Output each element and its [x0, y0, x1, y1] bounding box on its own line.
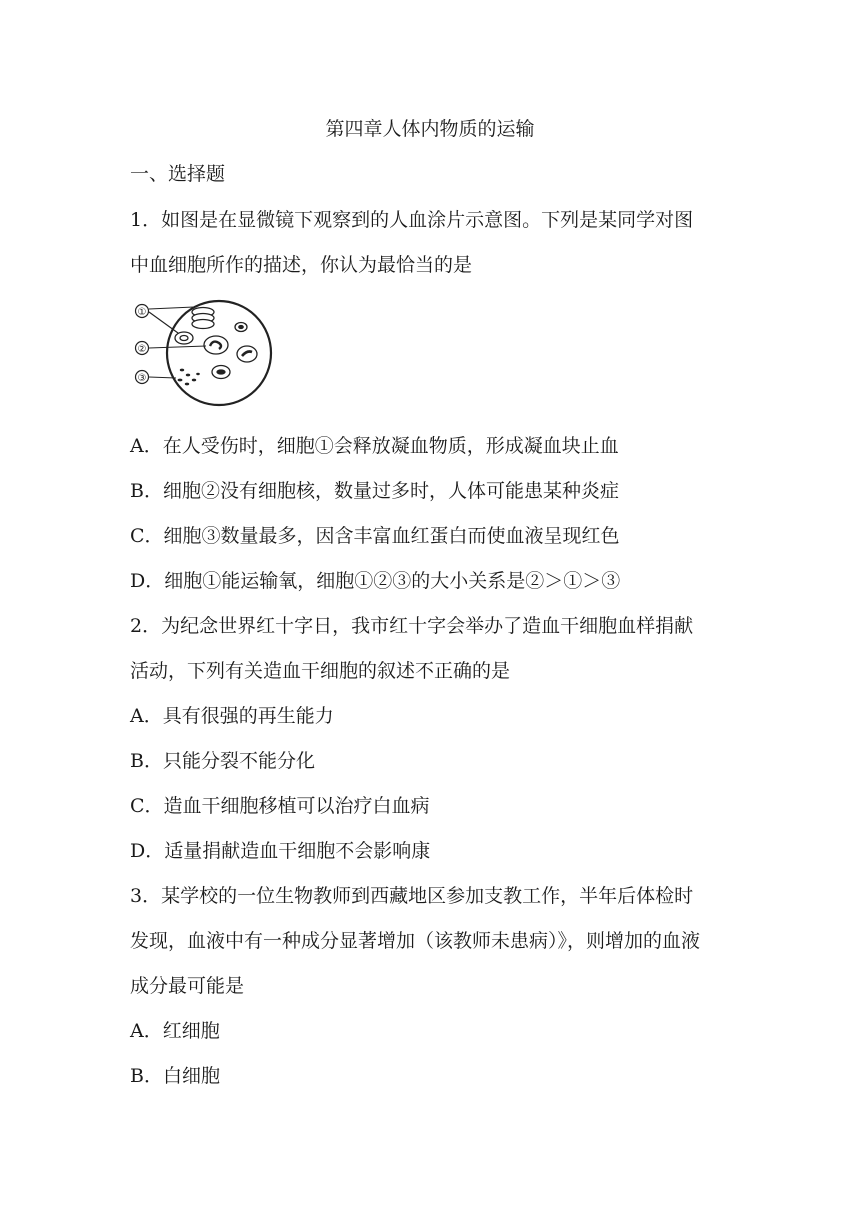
- question-1-stem-line-2: 中血细胞所作的描述，你认为最恰当的是: [130, 254, 473, 276]
- question-3-stem-line-3: 成分最可能是: [130, 975, 245, 997]
- question-2-stem-line-2: 活动，下列有关造血干细胞的叙述不正确的是: [130, 660, 511, 682]
- pointer-2: [149, 346, 206, 348]
- smear-field-circle: [167, 301, 271, 405]
- platelets: [178, 369, 200, 386]
- question-1-stem-line-1: 1．如图是在显微镜下观察到的人血涂片示意图。下列是某同学对图: [130, 209, 694, 231]
- question-2-option-d: D．适量捐献造血干细胞不会影响康: [130, 840, 431, 862]
- white-cell-2: [237, 346, 257, 362]
- question-2-option-b: B．只能分裂不能分化: [130, 750, 315, 772]
- question-1-option-c: C．细胞③数量最多，因含丰富血红蛋白而使血液呈现红色: [130, 525, 620, 547]
- question-2-stem-line-1: 2．为纪念世界红十字日，我市红十字会举办了造血干细胞血样捐献: [130, 615, 694, 637]
- question-1-option-b: B．细胞②没有细胞核，数量过多时，人体可能患某种炎症: [130, 480, 619, 502]
- question-3-stem-line-2: 发现，血液中有一种成分显著增加（该教师未患病）》，则增加的血液: [130, 930, 701, 952]
- blood-smear-figure: [128, 296, 278, 412]
- question-1-option-a: A．在人受伤时，细胞①会释放凝血物质，形成凝血块止血: [130, 435, 619, 457]
- red-cell-stack: [192, 308, 214, 329]
- red-cell: [175, 332, 193, 344]
- pointer-1a: [149, 307, 194, 309]
- label-2: ②: [137, 344, 147, 355]
- page-title: 第四章人体内物质的运输: [325, 118, 535, 140]
- label-3: ③: [137, 373, 147, 384]
- section-heading: 一、选择题: [130, 163, 226, 185]
- question-3-option-b: B．白细胞: [130, 1065, 220, 1087]
- question-3-stem-line-1: 3．某学校的一位生物教师到西藏地区参加支教工作，半年后体检时: [130, 885, 694, 907]
- label-1: ①: [137, 307, 147, 318]
- question-3-option-a: A．红细胞: [130, 1020, 220, 1042]
- red-cell-lower: [212, 366, 230, 379]
- question-2-option-c: C．造血干细胞移植可以治疗白血病: [130, 795, 430, 817]
- pointer-1b: [149, 312, 178, 333]
- question-1-option-d: D．细胞①能运输氧，细胞①②③的大小关系是②＞①＞③: [130, 570, 621, 592]
- red-cell-small: [235, 323, 247, 332]
- question-2-option-a: A．具有很强的再生能力: [130, 705, 334, 727]
- white-cell: [204, 336, 228, 354]
